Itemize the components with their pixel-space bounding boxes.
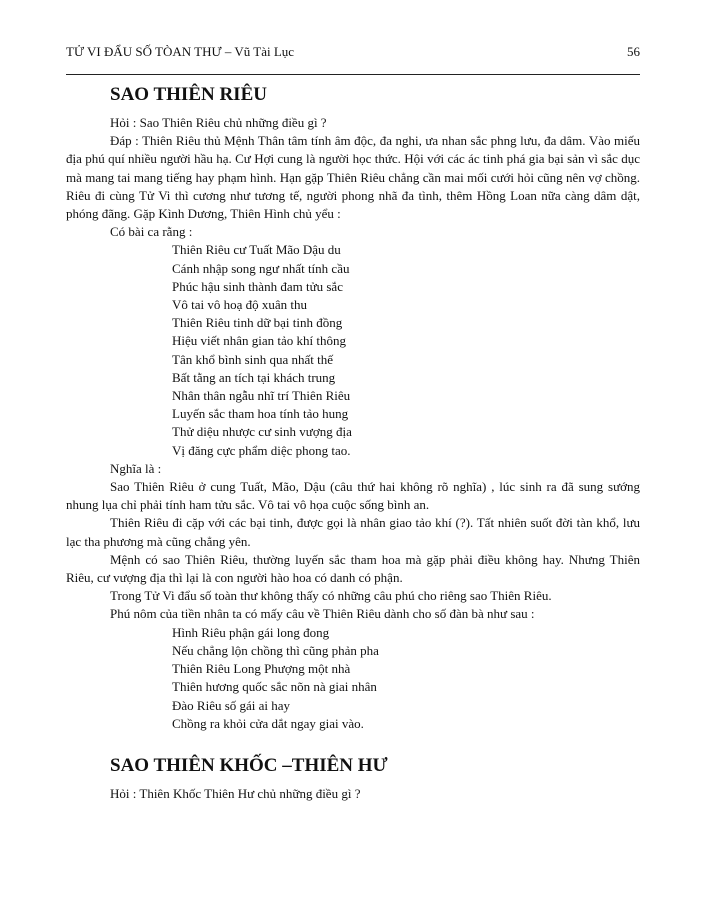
section-heading-thien-rieu: SAO THIÊN RIÊU <box>110 84 267 105</box>
poem-intro: Có bài ca rằng : <box>110 224 193 240</box>
meaning-intro: Nghĩa là : <box>110 460 162 476</box>
question: Hỏi : Sao Thiên Riêu chủ những điều gì ? <box>110 115 327 130</box>
section-heading-thien-khoc-thien-hu: SAO THIÊN KHỐC –THIÊN HƯ <box>110 754 388 776</box>
poem2-line: Thiên hương quốc sắc nõn nà giai nhân <box>172 679 377 695</box>
body-paragraph: Thiên Riêu đi cặp với các bại tinh, được gọi là nhân giao tảo khí (?). Tất nhiên suốt đời tàn khổ, lưu lạc tha phương mà cũng chẳng yên. <box>66 515 640 549</box>
poem2-line: Đào Riêu số gái ai hay <box>172 697 291 713</box>
poem2-line: Nếu chẳng lộn chồng thì cũng phản pha <box>172 642 379 658</box>
poem-line: Cánh nhập song ngư nhất tính cầu <box>172 260 350 276</box>
answer-paragraph: Đáp : Thiên Riêu thủ Mệnh Thân tâm tính âm độc, đa nghi, ưa nhan sắc phng lưu, đa dâm. Vào miếu địa phú quí nhiều người hầu hạ. Cư Hợi cung là người học thức. Hội với các ác tinh phá gia bại sản vì sắc dục mà mang tai mang tiếng hay phạm hình. Hạn gặp Thiên Riêu chẳng cần mai mối cưới hỏi cũng nên vợ chồng. Riêu đi cùng Tử Vi thì cương như tương tế, người phong nhã đa tình, thêm Hồng Loan nữa càng dâm dật, phóng đãng. Gặp Kình Dương, Thiên Hình chủ yểu : <box>66 133 640 222</box>
body-paragraph: Mệnh có sao Thiên Riêu, thường luyến sắc tham hoa mà gặp phải điều không hay. Nhưng Thiên Riêu, cư vượng địa thì lại là con người hào hoa có danh có phận. <box>66 551 640 586</box>
poem-line: Vô tai vô hoạ độ xuân thu <box>172 297 308 313</box>
page-header <box>66 44 640 60</box>
poem-line: Tân khổ bình sinh qua nhất thế <box>172 351 334 367</box>
poem-line: Thử diệu nhược cư sinh vượng địa <box>172 424 352 440</box>
poem-line: Thiên Riêu tinh dữ bại tinh đồng <box>172 315 343 331</box>
poem2-line: Hình Riêu phận gái long đong <box>172 624 330 640</box>
question: Hỏi : Thiên Khốc Thiên Hư chủ những điều gì ? <box>110 785 361 801</box>
page-number: 56 <box>627 44 640 59</box>
poem-line: Vị đăng cực phẩm diệc phong tao. <box>172 442 351 458</box>
poem2-line: Thiên Riêu Long Phượng một nhà <box>172 661 351 677</box>
body-paragraph: Phú nôm của tiền nhân ta có mấy câu về Thiên Riêu dành cho số đàn bà như sau : <box>110 606 535 622</box>
poem-line: Phúc hậu sinh thành đam tửu sắc <box>172 278 343 294</box>
header-rule <box>66 74 640 75</box>
page-body <box>66 82 640 803</box>
poem-line: Luyến sắc tham hoa tính tảo hung <box>172 406 349 422</box>
poem-line: Thiên Riêu cư Tuất Mão Dậu du <box>172 242 341 258</box>
running-title: TỬ VI ĐẨU SỐ TÒAN THƯ – Vũ Tài Lục <box>66 44 295 59</box>
poem-line: Bất tằng an tích tại khách trung <box>172 369 336 385</box>
poem-line: Nhân thân ngẫu nhĩ trí Thiên Riêu <box>172 388 351 404</box>
body-paragraph: Sao Thiên Riêu ở cung Tuất, Mão, Dậu (câu thứ hai không rõ nghĩa) , lúc sinh ra đã sung sướng nhung lụa chỉ phải tính ham tửu sắc. Vô tai vô họa cuộc sống bình an. <box>66 479 640 513</box>
body-paragraph: Trong Tử Vi đẩu số toàn thư không thấy có những câu phú cho riêng sao Thiên Riêu. <box>110 588 552 604</box>
poem2-line: Chồng ra khỏi cửa dắt ngay giai vào. <box>172 715 364 731</box>
poem-line: Hiệu viết nhân gian tảo khí thông <box>172 333 347 349</box>
